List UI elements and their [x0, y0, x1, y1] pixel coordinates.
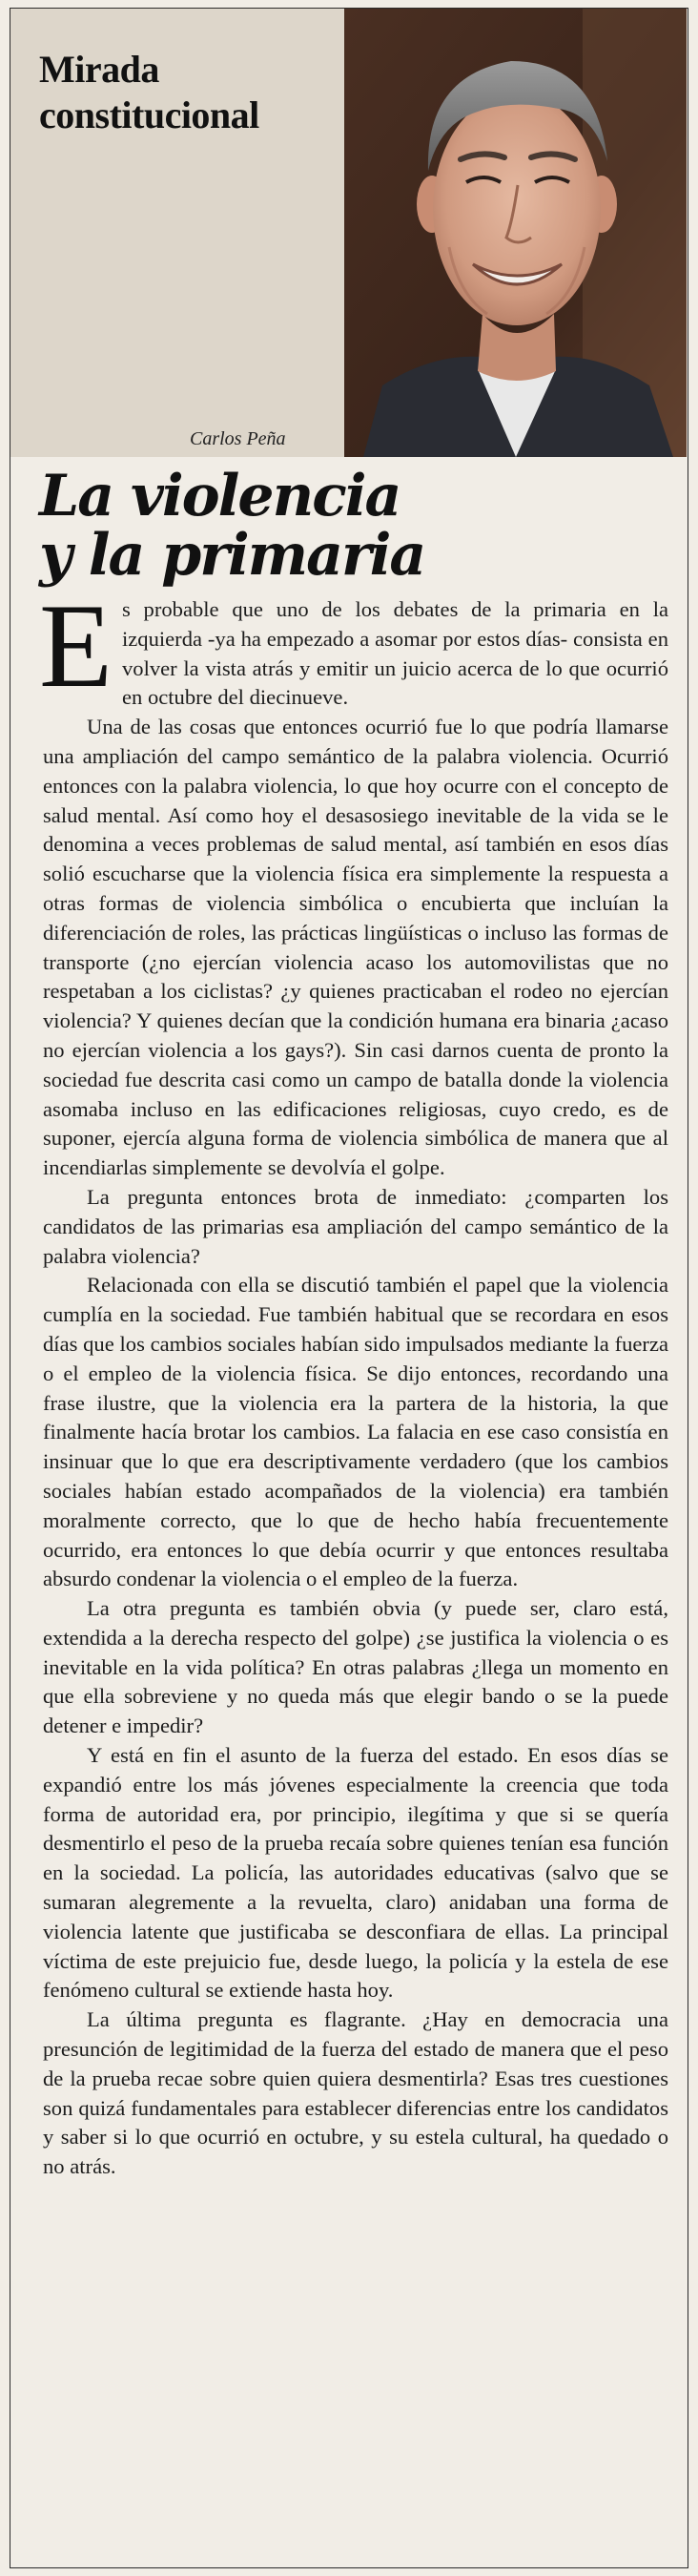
headline-line-1: La violencia: [39, 463, 400, 530]
paragraph-6: Y está en fin el asunto de la fuerza del estado. En esos días se expandió entre los más jóvenes especialmente la creencia que toda forma de autoridad era, por principio, ilegítima y que si se quería desmentirlo el peso de la prueba recaía sobre quienes tenían esa función en la sociedad. La policía, las autoridades educativas (salvo que se sumaran alegremente a la revuelta, claro) anidaban una forma de violencia latente que justificaba se desconfiara de ellas. La principal víctima de este prejuicio fue, desde luego, la policía y la estela de ese fenómeno cultural se extiende hasta hoy.: [43, 1743, 668, 2003]
paragraph-7: La última pregunta es flagrante. ¿Hay en democracia una presunción de legitimidad de la fuerza del estado de manera que el peso de la prueba recae sobre quien quiera desmentirla? Esas tres cuestiones son quizá fundamentales para establecer diferencias entre los candidatos y saber si lo que ocurrió en octubre, y su estela cultural, ha quedado o no atrás.: [43, 2007, 668, 2179]
section-title: Mirada constitucional: [39, 48, 259, 136]
paragraph-2: Una de las cosas que entonces ocurrió fue lo que podría llamarse una ampliación del campo semántico de la palabra violencia. Ocurrió entonces con la palabra violencia, lo que hoy ocurre con el concepto de salud mental. Así como hoy el desasosiego inevitable de la vida se le denomina a veces problemas de salud mental, así también en esos días solió escucharse que la violencia física era simplemente la respuesta a otras formas de violencia simbólica o encubierta que incluían la diferenciación de roles, las prácticas lingüísticas o incluso las formas de transporte (¿no ejercían violencia acaso los automovilistas que no respetaban a los ciclistas? ¿y quienes practicaban el rodeo no ejercían violencia? Y quienes decían que la condición humana era binaria ¿acaso no ejercían violencia a los gays?). Sin casi darnos cuenta de pronto la sociedad fue descrita casi como un campo de batalla donde la violencia asomaba incluso en las edificaciones religiosas, cuyo credo, es de suponer, ejercía alguna forma de violencia simbólica de manera que al incendiarlas simplemente se devolvía el golpe.: [43, 715, 668, 1180]
paragraph-5: La otra pregunta es también obvia (y puede ser, claro está, extendida a la derecha respecto del golpe) ¿se justifica la violencia o es inevitable en la vida política? En otras palabras ¿llega un momento en que ella sobreviene y no queda más que elegir bando o se la puede detener e impedir?: [43, 1596, 668, 1738]
article-page: [10, 8, 688, 2568]
paragraph-1-text: s probable que uno de los debates de la primaria en la izquierda -ya ha empezado a asomar por estos días- consista en volver la vista atrás y emitir un juicio acerca de lo que ocurrió en octubre del diecinueve.: [121, 597, 668, 710]
paragraph-3: La pregunta entonces brota de inmediato: ¿comparten los candidatos de las primarias esa ampliación del campo semántico de la palabra violencia?: [43, 1184, 668, 1268]
author-byline: Carlos Peña: [190, 428, 286, 449]
author-portrait: [344, 9, 687, 457]
article-body: [39, 580, 668, 2182]
headline-line-2: y la primaria: [39, 522, 425, 589]
headline: [39, 463, 659, 589]
author-portrait-icon: [344, 9, 687, 457]
paragraph-1: [39, 580, 668, 713]
paragraph-4: Relacionada con ella se discutió también el papel que la violencia cumplía en la sociedad. Fue también habitual que se recordara en esos días que los cambios sociales habían sido impulsados mediante la fuerza o el empleo de la violencia física. Se dijo entonces, recordando una frase ilustre, que la violencia era la partera de la historia, la que finalmente hacía brotar los cambios. La falacia en ese caso consistía en insinuar que lo que era descriptivamente verdadero (que los cambios sociales habían estado acompañados de la violencia) era también moralmente correcto, que lo que de hecho había frecuentemente ocurrido, era entonces lo que debía ocurrir y que entonces resultaba absurdo condenar la violencia o el empleo de la fuerza.: [43, 1273, 668, 1591]
column-header: [10, 9, 687, 457]
dropcap: E: [39, 580, 113, 713]
